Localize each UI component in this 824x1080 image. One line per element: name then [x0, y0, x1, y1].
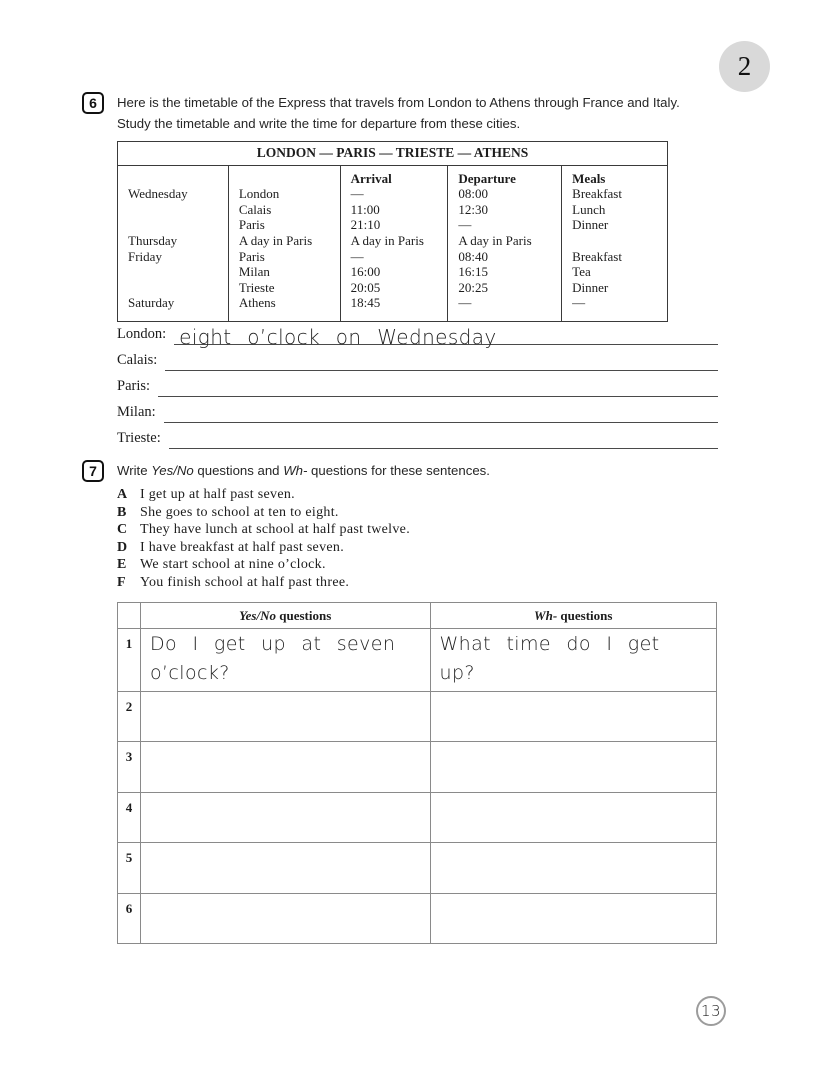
timetable-title: LONDON — PARIS — TRIESTE — ATHENS: [118, 142, 668, 166]
handwritten-answer: eight o’clock on Wednesday: [179, 325, 497, 349]
exercise-6-instruction: [117, 91, 680, 135]
yesno-questions-header: Yes/No questions: [140, 603, 430, 629]
timetable-row: Saturday Athens 18:45 — —: [118, 295, 668, 321]
sentence-f: F You finish school at half past three.: [117, 574, 350, 590]
row-number: 2: [118, 691, 141, 742]
answer-label: Paris:: [117, 378, 151, 394]
yesno-answer-cell[interactable]: [140, 843, 430, 894]
answer-write-line[interactable]: [169, 423, 718, 449]
yesno-answer-cell[interactable]: [140, 893, 430, 944]
sentence-e: E We start school at nine o’clock.: [117, 557, 326, 573]
questions-table-header: [118, 603, 717, 629]
meals-column-header: Meals: [562, 165, 668, 186]
row-number: 1: [118, 629, 141, 692]
sentence-a: A I get up at half past seven.: [117, 487, 295, 502]
instruction-line: Here is the timetable of the Express that travels from London to Athens through France and Italy.: [117, 95, 680, 110]
wh-answer-cell[interactable]: [430, 843, 717, 894]
exercise-7-number: 7: [82, 460, 104, 482]
timetable-row: Thursday A day in Paris A day in Paris A day in Paris: [118, 233, 668, 249]
question-row: [118, 893, 717, 944]
answer-write-line[interactable]: [174, 319, 718, 349]
city-column-header: [228, 165, 340, 186]
day-column-header: [118, 165, 229, 186]
wh-answer-cell[interactable]: [430, 691, 717, 742]
yesno-answer-cell[interactable]: [140, 691, 430, 742]
row-number: 4: [118, 792, 141, 843]
answer-row-calais: [117, 345, 718, 371]
departure-answers: [117, 319, 718, 449]
express-timetable: [117, 141, 668, 322]
yesno-answer-cell[interactable]: [140, 792, 430, 843]
instruction-line: Study the timetable and write the time for departure from these cities.: [117, 116, 521, 132]
question-row: [118, 792, 717, 843]
row-number: 6: [118, 893, 141, 944]
sentence-b: B She goes to school at ten to eight.: [117, 504, 339, 520]
wh-answer-cell[interactable]: [430, 629, 717, 692]
sentence-d: D I have breakfast at half past seven.: [117, 539, 344, 555]
timetable-row: Milan 16:00 16:15 Tea: [118, 264, 668, 280]
answer-label: Milan:: [117, 404, 156, 420]
answer-row-milan: [117, 397, 718, 423]
timetable-header-row: [118, 165, 668, 186]
exercise-6-number: 6: [82, 92, 104, 114]
answer-row-trieste: [117, 423, 718, 449]
handwritten-wh-question: What time do I get up?: [439, 633, 660, 685]
yesno-answer-cell[interactable]: [140, 629, 430, 692]
timetable-row: Calais 11:00 12:30 Lunch: [118, 202, 668, 218]
answer-row-paris: [117, 371, 718, 397]
question-row: [118, 691, 717, 742]
exercise-6-header: [82, 91, 722, 135]
wh-questions-header: Wh- questions: [430, 603, 717, 629]
questions-table: [117, 602, 717, 944]
exercise-7-instruction: Write Yes/No questions and Wh- questions for these sentences.: [117, 463, 490, 478]
handwritten-yesno-question: Do I get up at seven o’clock?: [149, 633, 396, 685]
arrival-column-header: Arrival: [340, 165, 448, 186]
answer-write-line[interactable]: [164, 397, 718, 423]
answer-write-line[interactable]: [158, 371, 718, 397]
question-row: [118, 629, 717, 692]
sentence-c: C They have lunch at school at half past twelve.: [117, 522, 410, 538]
question-row: [118, 843, 717, 894]
answer-label: Trieste:: [117, 430, 161, 446]
question-row: [118, 742, 717, 793]
row-number: 3: [118, 742, 141, 793]
wh-answer-cell[interactable]: [430, 742, 717, 793]
yesno-answer-cell[interactable]: [140, 742, 430, 793]
unit-badge: 2: [719, 41, 770, 92]
timetable-row: Trieste 20:05 20:25 Dinner: [118, 280, 668, 296]
row-number-header: [118, 603, 141, 629]
exercise-7-header: [82, 459, 722, 482]
row-number: 5: [118, 843, 141, 894]
answer-write-line[interactable]: [165, 345, 718, 371]
answer-label: Calais:: [117, 352, 158, 368]
answer-row-london: [117, 319, 718, 349]
timetable-row: Paris 21:10 — Dinner: [118, 217, 668, 233]
timetable-row: Friday Paris — 08:40 Breakfast: [118, 249, 668, 265]
page-number-badge: 13: [696, 996, 726, 1026]
sentence-list: [117, 486, 717, 592]
wh-answer-cell[interactable]: [430, 792, 717, 843]
answer-label: London:: [117, 326, 167, 342]
departure-column-header: Departure: [448, 165, 562, 186]
wh-answer-cell[interactable]: [430, 893, 717, 944]
timetable-row: Wednesday London — 08:00 Breakfast: [118, 186, 668, 202]
